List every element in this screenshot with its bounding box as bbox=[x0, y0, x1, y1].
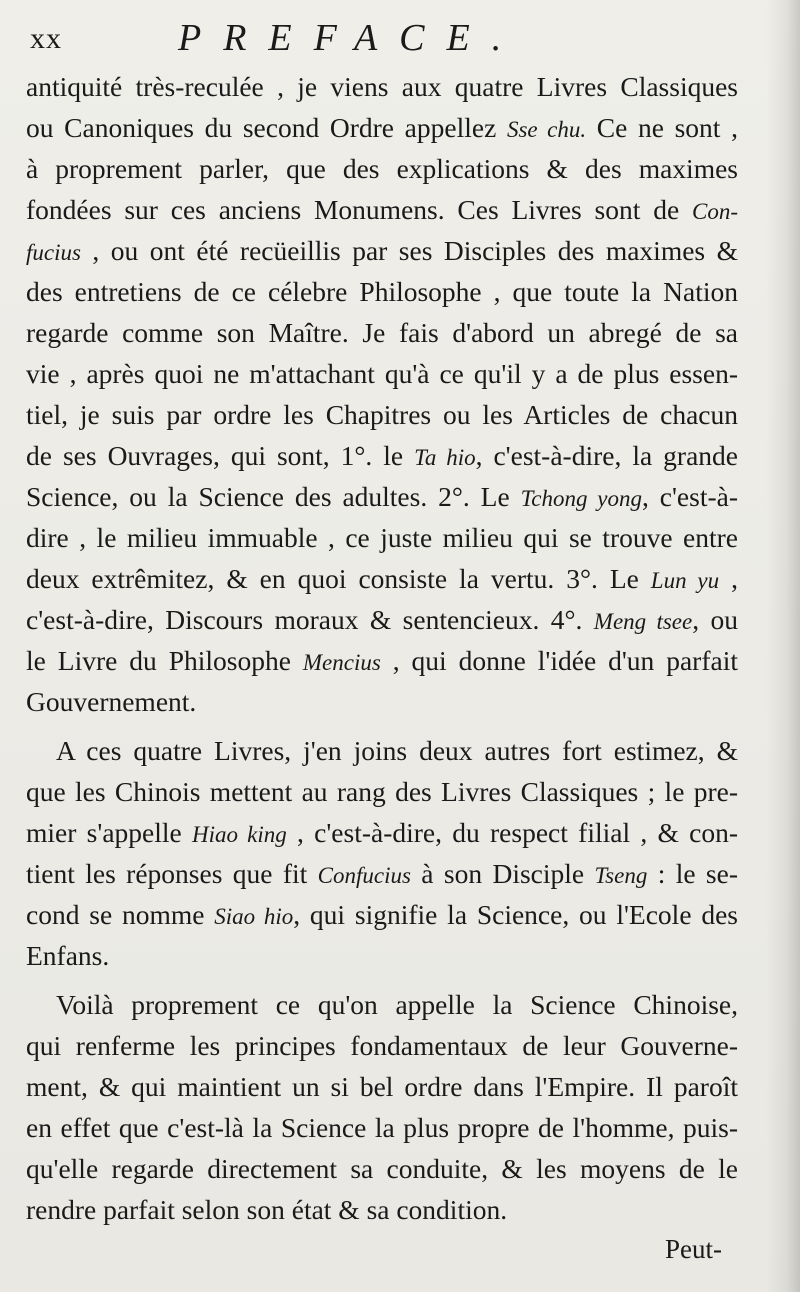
italic-term: Sse chu. bbox=[506, 117, 587, 142]
text-segment: rendre parfait selon son état & sa condition. bbox=[26, 1194, 508, 1225]
text-segment: vie , après quoi ne m'attachant qu'à ce qu'il y a de plus essen- bbox=[26, 358, 738, 389]
paragraph-gap bbox=[26, 976, 738, 984]
text-line bbox=[26, 935, 738, 976]
text-segment: fondées sur ces anciens Monumens. Ces Livres sont de bbox=[26, 194, 692, 225]
text-segment: cond se nomme bbox=[26, 899, 215, 930]
text-segment: ment, & qui maintient un si bel ordre dans l'Empire. Il paroît bbox=[26, 1071, 738, 1102]
italic-term: Ta hio bbox=[414, 445, 476, 470]
italic-term: Meng tsee bbox=[593, 609, 693, 634]
text-segment: , c'est-à- bbox=[641, 481, 738, 512]
text-segment: tient les réponses que fit bbox=[26, 858, 318, 889]
italic-term: fucius bbox=[26, 240, 81, 265]
text-segment: antiquité très-reculée , je viens aux quatre Livres Classiques bbox=[26, 71, 738, 102]
text-line bbox=[26, 853, 738, 894]
text-line bbox=[26, 353, 738, 394]
text-line bbox=[26, 640, 738, 681]
text-line bbox=[26, 812, 738, 853]
italic-term: Tchong yong bbox=[520, 486, 642, 511]
text-line bbox=[26, 771, 738, 812]
text-line bbox=[26, 107, 738, 148]
text-segment: mier s'appelle bbox=[26, 817, 192, 848]
page-edge-shadow bbox=[766, 0, 800, 1292]
text-segment: , bbox=[719, 563, 739, 594]
text-line bbox=[26, 599, 738, 640]
text-line bbox=[26, 730, 738, 771]
text-segment: , ou ont été recüeillis par ses Disciples des maximes & bbox=[80, 235, 738, 266]
text-segment: qui renferme les principes fondamentaux de leur Gouverne- bbox=[26, 1030, 738, 1061]
text-segment: , qui donne l'idée d'un parfait bbox=[380, 645, 738, 676]
text-line bbox=[26, 271, 738, 312]
text-line bbox=[26, 435, 738, 476]
text-segment: Science, ou la Science des adultes. 2°. Le bbox=[26, 481, 521, 512]
text-segment: à proprement parler, que des explications & des maximes bbox=[26, 153, 738, 184]
text-line bbox=[26, 1025, 738, 1066]
page-number: xx bbox=[30, 22, 62, 55]
text-segment: des entretiens de ce célebre Philosophe , que toute la Nation bbox=[26, 276, 738, 307]
text-segment: de ses Ouvrages, qui sont, 1°. le bbox=[26, 440, 415, 471]
body-text bbox=[26, 66, 738, 1230]
text-line bbox=[26, 1189, 738, 1230]
text-line bbox=[26, 1107, 738, 1148]
text-line bbox=[26, 894, 738, 935]
text-segment: regarde comme son Maître. Je fais d'abord un abregé de sa bbox=[26, 317, 738, 348]
text-line bbox=[26, 230, 738, 271]
text-segment: , c'est-à-dire, la grande bbox=[475, 440, 738, 471]
text-segment: deux extrêmitez, & en quoi consiste la vertu. 3°. Le bbox=[26, 563, 651, 594]
running-head bbox=[30, 14, 770, 62]
text-segment: Ce ne sont , bbox=[586, 112, 738, 143]
text-segment: tiel, je suis par ordre les Chapitres ou les Articles de chacun bbox=[26, 399, 738, 430]
text-segment: qu'elle regarde directement sa conduite, & les moyens de le bbox=[26, 1153, 738, 1184]
italic-term: Siao hio bbox=[214, 904, 294, 929]
paragraph bbox=[26, 66, 738, 722]
text-line bbox=[26, 1148, 738, 1189]
text-line bbox=[26, 148, 738, 189]
text-line bbox=[26, 189, 738, 230]
italic-term: Mencius bbox=[302, 650, 381, 675]
text-line bbox=[26, 476, 738, 517]
paragraph bbox=[26, 730, 738, 976]
text-line bbox=[26, 66, 738, 107]
text-line bbox=[26, 394, 738, 435]
catchword: Peut- bbox=[665, 1234, 722, 1264]
text-segment: Voilà proprement ce qu'on appelle la Science Chinoise, bbox=[56, 989, 738, 1020]
text-line bbox=[26, 984, 738, 1025]
text-segment: dire , le milieu immuable , ce juste milieu qui se trouve entre bbox=[26, 522, 738, 553]
text-segment: que les Chinois mettent au rang des Livres Classiques ; le pre- bbox=[26, 776, 738, 807]
text-segment: A ces quatre Livres, j'en joins deux autres fort estimez, & bbox=[56, 735, 738, 766]
paragraph bbox=[26, 984, 738, 1230]
italic-term: Tseng bbox=[594, 863, 648, 888]
text-line bbox=[26, 517, 738, 558]
text-segment: Enfans. bbox=[26, 940, 110, 971]
text-segment: , qui signifie la Science, ou l'Ecole des bbox=[293, 899, 738, 930]
text-line bbox=[26, 1066, 738, 1107]
text-segment: Gouvernement. bbox=[26, 686, 197, 717]
text-line bbox=[26, 681, 738, 722]
page-title: PREFACE. bbox=[178, 17, 524, 59]
text-segment: : le se- bbox=[647, 858, 738, 889]
text-segment: le Livre du Philosophe bbox=[26, 645, 303, 676]
italic-term: Hiao king bbox=[191, 822, 287, 847]
text-segment: , c'est-à-dire, du respect filial , & con- bbox=[286, 817, 739, 848]
italic-term: Con- bbox=[692, 199, 738, 224]
paragraph-gap bbox=[26, 722, 738, 730]
text-line bbox=[26, 558, 738, 599]
text-segment: c'est-à-dire, Discours moraux & sentencieux. 4°. bbox=[26, 604, 594, 635]
text-segment: , ou bbox=[692, 604, 739, 635]
text-segment: ou Canoniques du second Ordre appellez bbox=[26, 112, 507, 143]
text-segment: à son Disciple bbox=[410, 858, 595, 889]
text-segment: en effet que c'est-là la Science la plus propre de l'homme, puis- bbox=[26, 1112, 738, 1143]
italic-term: Confucius bbox=[317, 863, 411, 888]
italic-term: Lun yu bbox=[650, 568, 720, 593]
text-line bbox=[26, 312, 738, 353]
